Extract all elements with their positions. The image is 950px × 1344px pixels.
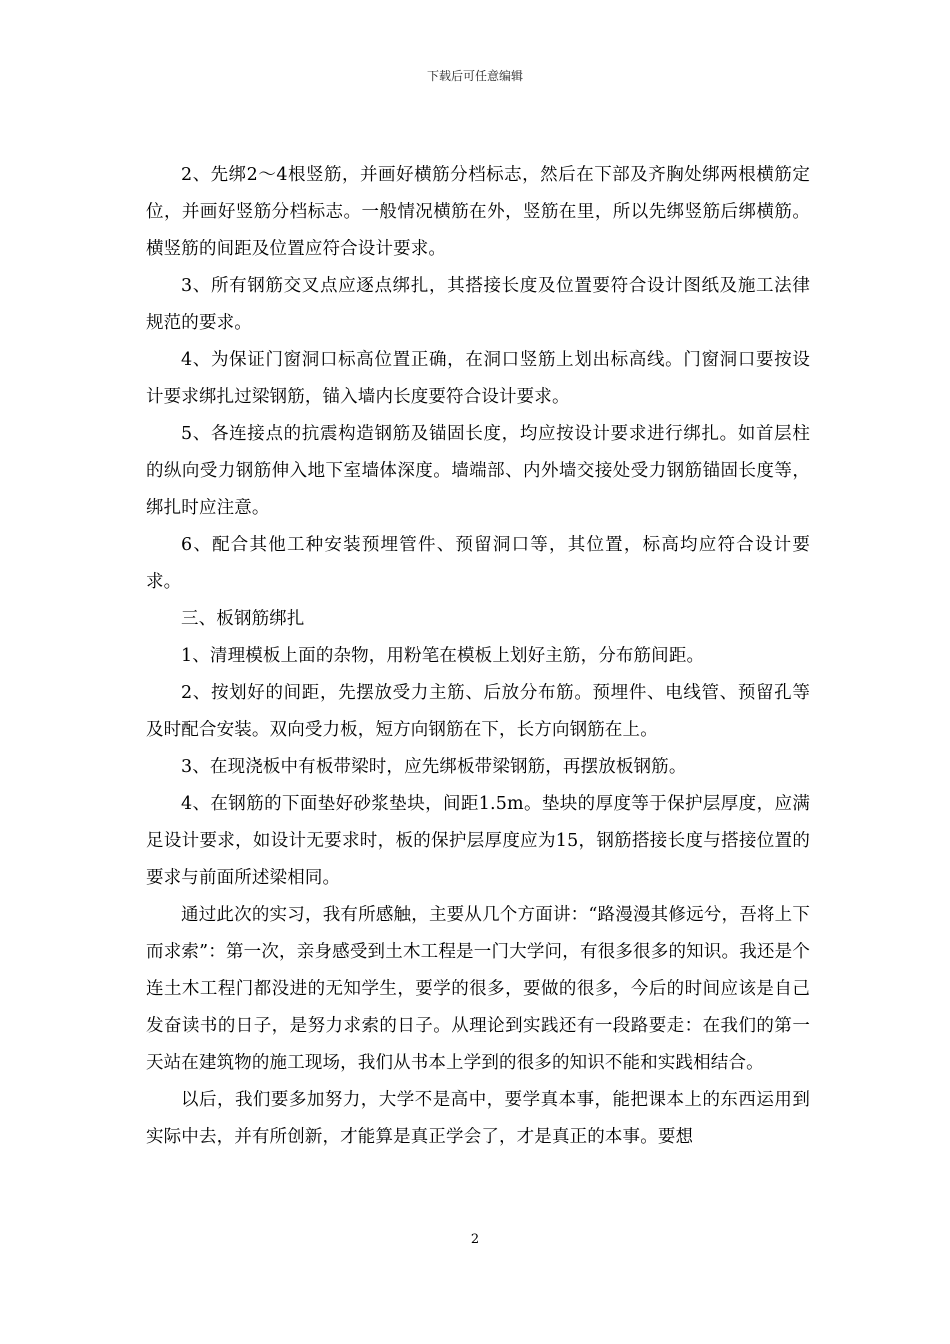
paragraph-clean-formwork: 1、清理模板上面的杂物，用粉笔在模板上划好主筋，分布筋间距。 [181, 646, 705, 666]
paragraph-wall-vertical-bars: 2、先绑2～4根竖筋，并画好横筋分档标志，然后在下部及齐胸处绑两根横筋定位，并画好竖筋分档标志。一般情况横筋在外，竖筋在里，所以先绑竖筋后绑横筋。横竖筋的间距及位置应符合设计要求。 [146, 165, 810, 259]
paragraph-seismic-anchorage: 5、各连接点的抗震构造钢筋及锚固长度，均应按设计要求进行绑扎。如首层柱的纵向受力钢筋伸入地下室墙体深度。墙端部、内外墙交接处受力钢筋锚固长度等，绑扎时应注意。 [146, 424, 810, 518]
paragraph-door-window-openings: 4、为保证门窗洞口标高位置正确，在洞口竖筋上划出标高线。门窗洞口要按设计要求绑扎过梁钢筋，锚入墙内长度要符合设计要求。 [146, 350, 810, 407]
paragraph-future-effort: 以后，我们要多加努力，大学不是高中，要学真本事，能把课本上的东西运用到实际中去，并有所创新，才能算是真正学会了，才是真正的本事。要想 [146, 1090, 810, 1147]
paragraph-embedded-parts: 6、配合其他工种安装预埋管件、预留洞口等，其位置，标高均应符合设计要求。 [146, 535, 810, 592]
paragraph-internship-reflection: 通过此次的实习，我有所感触，主要从几个方面讲：“路漫漫其修远兮，吾将上下而求索”：第一次，亲身感受到土木工程是一门大学问，有很多很多的知识。我还是个连土木工程门都没进的无知学生，要学的很多，要做的很多，今后的时间应该是自己发奋读书的日子，是努力求索的日子。从理论到实践还有一段路要走：在我们的第一天站在建筑物的施工现场，我们从书本上学到的很多的知识不能和实践相结合。 [146, 905, 810, 1073]
page-number: 2 [470, 1232, 480, 1247]
section-heading-slab-rebar: 三、板钢筋绑扎 [181, 609, 305, 629]
paragraph-mortar-spacers: 4、在钢筋的下面垫好砂浆垫块，间距1.5m。垫块的厚度等于保护层厚度，应满足设计要求，如设计无要求时，板的保护层厚度应为15，钢筋搭接长度与搭接位置的要求与前面所述梁相同。 [146, 794, 810, 888]
page-header-note: 下载后可任意编辑 [426, 69, 523, 83]
paragraph-cross-points: 3、所有钢筋交叉点应逐点绑扎，其搭接长度及位置要符合设计图纸及施工法律规范的要求。 [146, 276, 810, 333]
document-body [146, 157, 810, 1156]
paragraph-slab-band-beam: 3、在现浇板中有板带梁时，应先绑板带梁钢筋，再摆放板钢筋。 [181, 757, 687, 777]
paragraph-place-main-bars: 2、按划好的间距，先摆放受力主筋、后放分布筋。预埋件、电线管、预留孔等及时配合安装。双向受力板，短方向钢筋在下，长方向钢筋在上。 [146, 683, 810, 740]
